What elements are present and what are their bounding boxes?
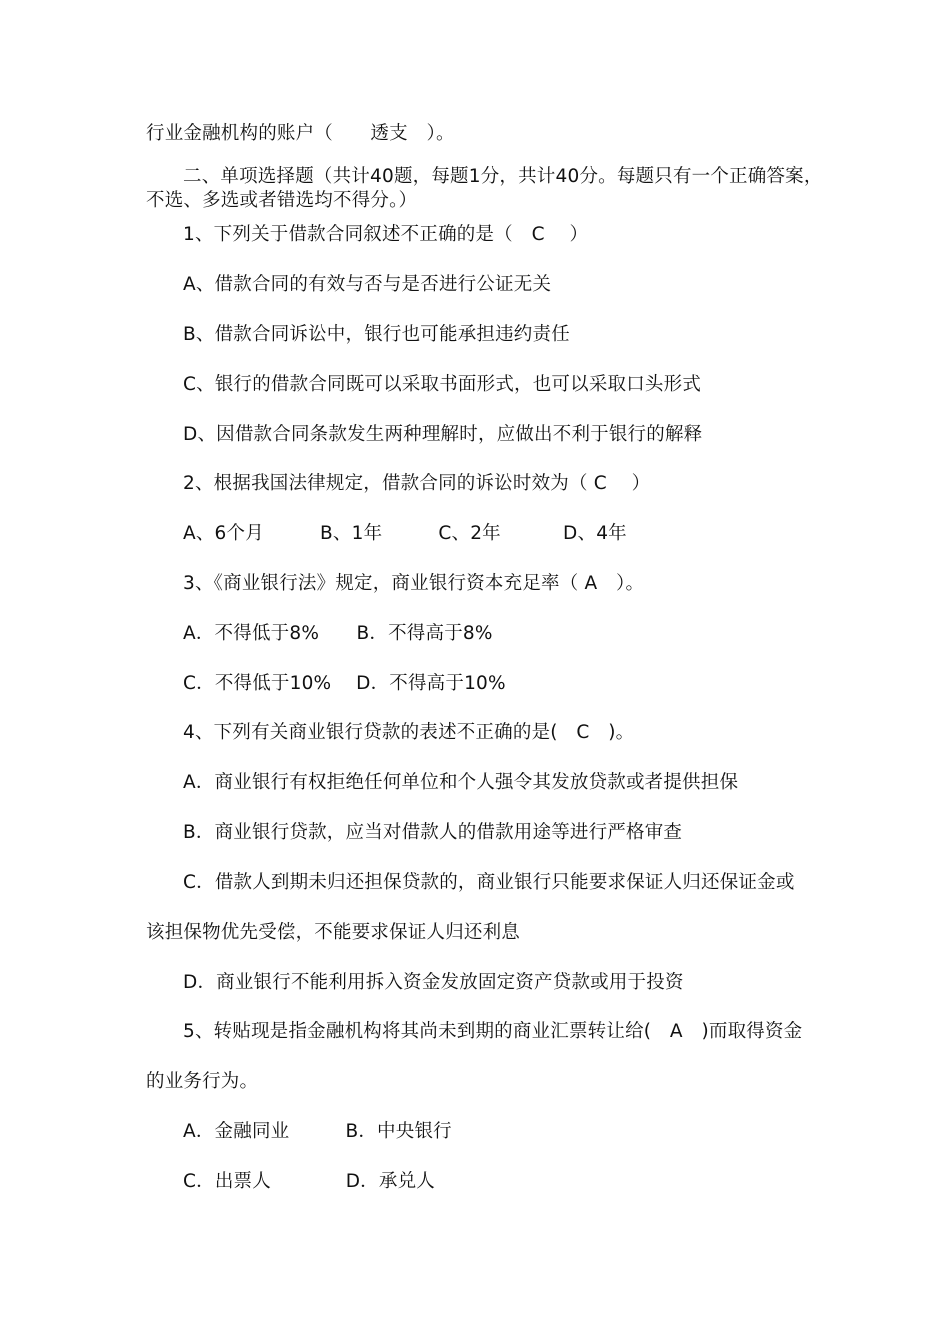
question-1-stem: 1、下列关于借款合同叙述不正确的是（ C ）	[183, 224, 589, 245]
question-5-options-ab: A．金融同业 B．中央银行	[183, 1121, 452, 1142]
continuation-text: 行业金融机构的账户（ 透支 ）。	[146, 123, 455, 144]
question-5-stem: 5、转贴现是指金融机构将其尚未到期的商业汇票转让给( A )而取得资金	[183, 1021, 803, 1042]
question-1-option-c: C、银行的借款合同既可以采取书面形式，也可以采取口头形式	[183, 374, 702, 395]
question-2-options: A、6个月 B、1年 C、2年 D、4年	[183, 523, 627, 544]
question-4-option-a: A．商业银行有权拒绝任何单位和个人强令其发放贷款或者提供担保	[183, 772, 739, 793]
question-4-option-c: C．借款人到期未归还担保贷款的，商业银行只能要求保证人归还保证金或	[183, 872, 795, 893]
section-title: 二、单项选择题（共计40题，每题1分，共计40分。每题只有一个正确答案，	[183, 166, 823, 187]
question-4-option-c-cont: 该担保物优先受偿，不能要求保证人归还利息	[146, 922, 521, 943]
question-3-stem: 3、《商业银行法》规定，商业银行资本充足率（ A ）。	[183, 573, 645, 594]
question-1-option-b: B、借款合同诉讼中，银行也可能承担违约责任	[183, 324, 570, 345]
question-1-option-a: A、借款合同的有效与否与是否进行公证无关	[183, 274, 552, 295]
question-2-stem: 2、根据我国法律规定，借款合同的诉讼时效为（ C ）	[183, 473, 651, 494]
question-4-option-d: D．商业银行不能利用拆入资金发放固定资产贷款或用于投资	[183, 972, 684, 993]
question-4-stem: 4、下列有关商业银行贷款的表述不正确的是( C )。	[183, 722, 635, 743]
question-3-options-ab: A．不得低于8% B．不得高于8%	[183, 623, 493, 644]
question-4-option-b: B．商业银行贷款，应当对借款人的借款用途等进行严格审查	[183, 822, 683, 843]
question-5-options-cd: C．出票人 D．承兑人	[183, 1171, 435, 1192]
question-3-options-cd: C．不得低于10% D．不得高于10%	[183, 673, 506, 694]
question-5-stem-cont: 的业务行为。	[146, 1071, 259, 1092]
question-1-option-d: D、因借款合同条款发生两种理解时，应做出不利于银行的解释	[183, 424, 703, 445]
section-note: 不选、多选或者错选均不得分。）	[146, 190, 418, 211]
